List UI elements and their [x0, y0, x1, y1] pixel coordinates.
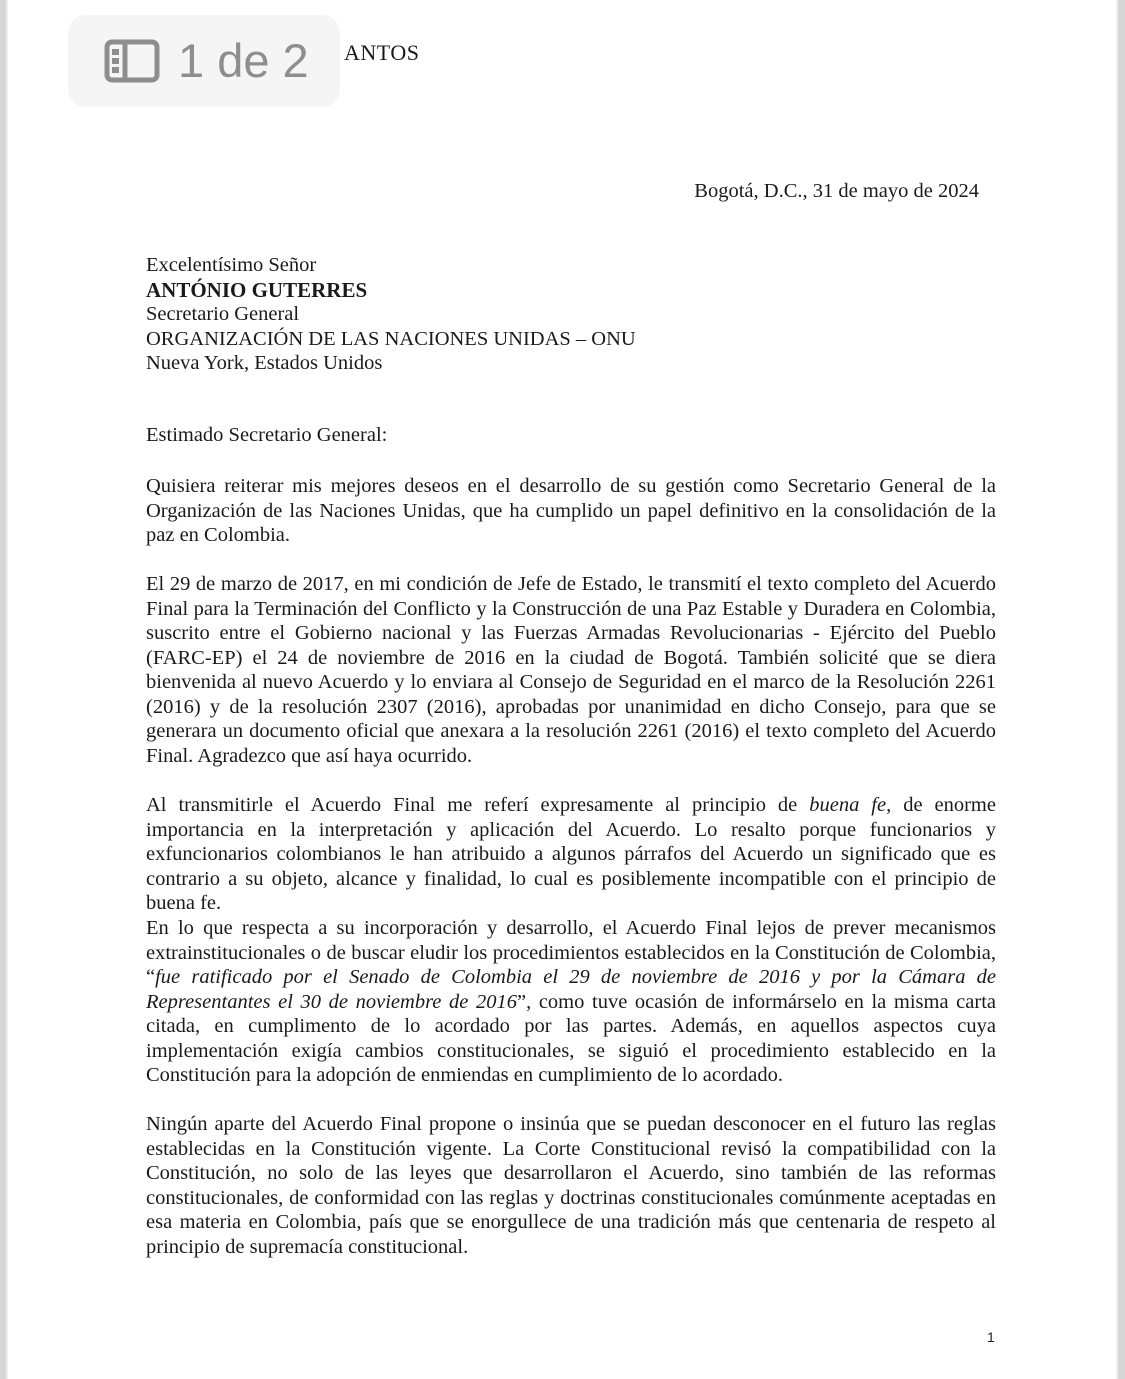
page-count-label: 1 de 2 — [178, 34, 309, 87]
recipient-title: Secretario General — [146, 303, 300, 326]
letter-date: Bogotá, D.C., 31 de mayo de 2024 — [694, 180, 979, 202]
paragraph-2: El 29 de marzo de 2017, en mi condición de Jefe de Estado, le transmití el texto completo del Acuerdo Final para la Terminación del Conflicto y la Construcción de una Paz Estable y Duradera en Colombia, suscrito entre el Gobierno nacional y las Fuerzas Armadas Revolucionarias - Ejército del Pueblo (FARC-EP) el 24 de noviembre de 2016 en la ciudad de Bogotá. También solicité que se diera bienvenida al nuevo Acuerdo y lo enviara al Consejo de Seguridad en el marco de la Resolución 2261 (2016) y de la resolución 2307 (2016), aprobadas por unanimidad en dicho Consejo, para que se generara un documento oficial que anexara a la resolución 2261 (2016) el texto completo del Acuerdo Final. Agradezco que así haya ocurrido. — [146, 573, 996, 767]
recipient-location: Nueva York, Estados Unidos — [146, 352, 383, 375]
sidebar-icon[interactable] — [104, 39, 160, 83]
page-right-edge — [1116, 0, 1118, 1379]
page-indicator[interactable] — [68, 15, 340, 107]
document-page — [8, 0, 1117, 1379]
page-left-edge — [6, 0, 8, 1379]
paragraph-3-italic: buena fe, — [809, 794, 892, 816]
letterhead-fragment: ANTOS — [344, 40, 420, 65]
page-number: 1 — [987, 1329, 995, 1345]
salutation: Estimado Secretario General: — [146, 424, 388, 446]
recipient-honorific: Excelentísimo Señor — [146, 254, 317, 276]
paragraph-3 — [146, 793, 996, 916]
recipient-name: ANTÓNIO GUTERRES — [146, 277, 368, 302]
paragraph-5: Ningún aparte del Acuerdo Final propone o insinúa que se puedan desconocer en el futuro las reglas establecidas en la Constitución vigente. La Corte Constitucional revisó la compatibilidad con la Constitución, no solo de las leyes que desarrollaron el Acuerdo, sino también de las reformas constitucionales, de conformidad con las reglas y doctrinas constitucionales comúnmente aceptadas en esa materia en Colombia, país que se enorgullece de una tradición más que centenaria de respeto al principio de supremacía constitucional. — [146, 1113, 996, 1258]
recipient-block — [146, 253, 636, 376]
paragraph-1: Quisiera reiterar mis mejores deseos en el desarrollo de su gestión como Secretario General de la Organización de las Naciones Unidas, que ha cumplido un papel definitivo en la consolidación de la paz en Colombia. — [146, 475, 996, 546]
recipient-organization: ORGANIZACIÓN DE LAS NACIONES UNIDAS – ONU — [146, 327, 636, 350]
paragraph-3-text-cont: de enorme importancia en la interpretación y aplicación del Acuerdo. Lo resalto porque funcionarios y exfuncionarios colombianos le han atribuido a algunos párrafos del Acuerdo un significado que es contrario a su objeto, alcance y finalidad, lo cual es posiblemente incompatible con el principio de buena fe. — [146, 794, 996, 914]
paragraph-4-text: En lo que respecta a su incorporación y desarrollo, el Acuerdo Final lejos de prever mecanismos extrainstitucionales o de buscar eludir los procedimientos establecidos en la Constitución de Colombia, “ — [146, 917, 996, 988]
paragraph-4-quote: fue ratificado por el Senado de Colombia el 29 de noviembre de 2016 y por la Cámara de Representantes el 30 de noviembre de 2016 — [146, 966, 996, 1013]
paragraph-4 — [146, 916, 996, 1088]
paragraph-4-text-cont: ”, como tuve ocasión de informárselo en la misma carta citada, en cumplimento de lo acordado por las partes. Además, en aquellos aspectos cuya implementación exigía cambios constitucionales, se siguió el procedimiento establecido en la Constitución para la adopción de enmiendas en cumplimiento de lo acordado. — [146, 990, 996, 1086]
paragraph-3-text: Al transmitirle el Acuerdo Final me referí expresamente al principio de — [146, 794, 810, 816]
